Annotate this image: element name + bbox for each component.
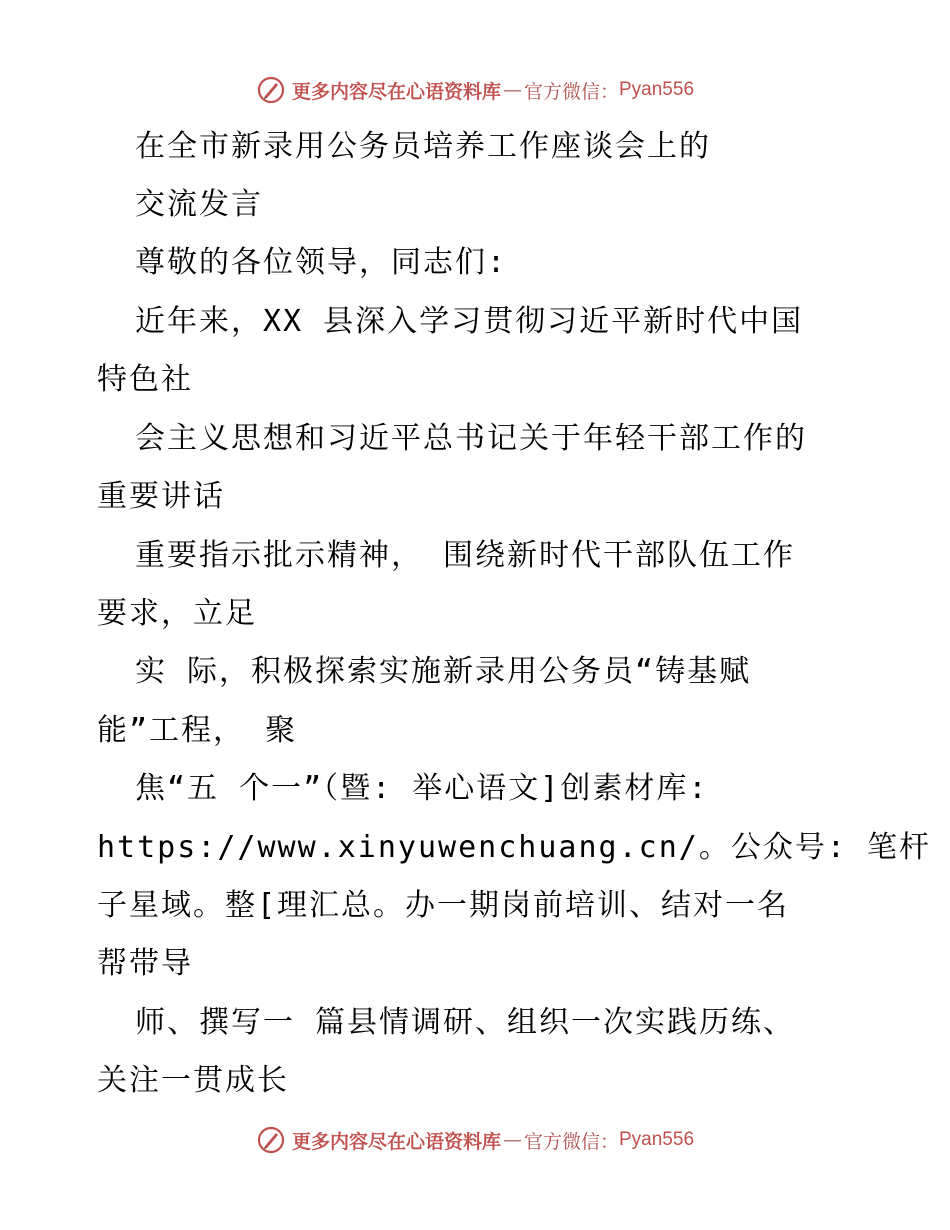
watermark-official-label: 官方微信： — [523, 80, 619, 103]
text-line: 交流发言 — [135, 187, 263, 222]
watermark-text: 更多内容尽在心语资料库 — [291, 80, 501, 103]
text-line: 能”工程， 聚 — [97, 713, 298, 748]
text-line: 特色社 — [97, 362, 193, 397]
text-line: 实 际，积极探索实施新录用公务员“铸基赋 — [135, 654, 752, 689]
text-line: 焦“五 个一”（暨: 举心语文]创素材库: — [135, 771, 709, 806]
text-line: 帮带导 — [97, 946, 193, 981]
text-line: 近年来，XX 县深入学习贯彻习近平新时代中国 — [135, 304, 804, 339]
watermark-banner-top — [0, 70, 950, 110]
text-line: 关注一贯成长 — [97, 1063, 289, 1098]
text-line: 在全市新录用公务员培养工作座谈会上的 — [135, 129, 711, 164]
text-line: https://www.xinyuwenchuang.cn/。公众号: 笔杆 — [97, 830, 931, 865]
text-line: 会主义思想和习近平总书记关于年轻干部工作的 — [135, 421, 807, 456]
watermark-wechat-id: Pyan556 — [619, 1129, 695, 1150]
text-line: 尊敬的各位领导，同志们: — [135, 245, 508, 280]
text-line: 重要指示批示精神， 围绕新时代干部队伍工作 — [135, 538, 796, 573]
text-line: 子星域。整[理汇总。办一期岗前培训、结对一名 — [97, 888, 790, 923]
text-line: 师、撰写一 篇县情调研、组织一次实践历练、 — [135, 1005, 796, 1040]
text-line: 重要讲话 — [97, 479, 225, 514]
quill-seal-icon — [256, 75, 286, 105]
watermark-official-label: 官方微信： — [523, 1130, 619, 1153]
watermark-separator: — — [502, 79, 522, 101]
quill-seal-icon — [256, 1125, 286, 1155]
watermark-text: 更多内容尽在心语资料库 — [291, 1130, 501, 1153]
watermark-banner-bottom — [0, 1120, 950, 1160]
watermark-separator: — — [502, 1129, 522, 1151]
watermark-wechat-id: Pyan556 — [619, 79, 695, 100]
text-line: 要求，立足 — [97, 596, 257, 631]
